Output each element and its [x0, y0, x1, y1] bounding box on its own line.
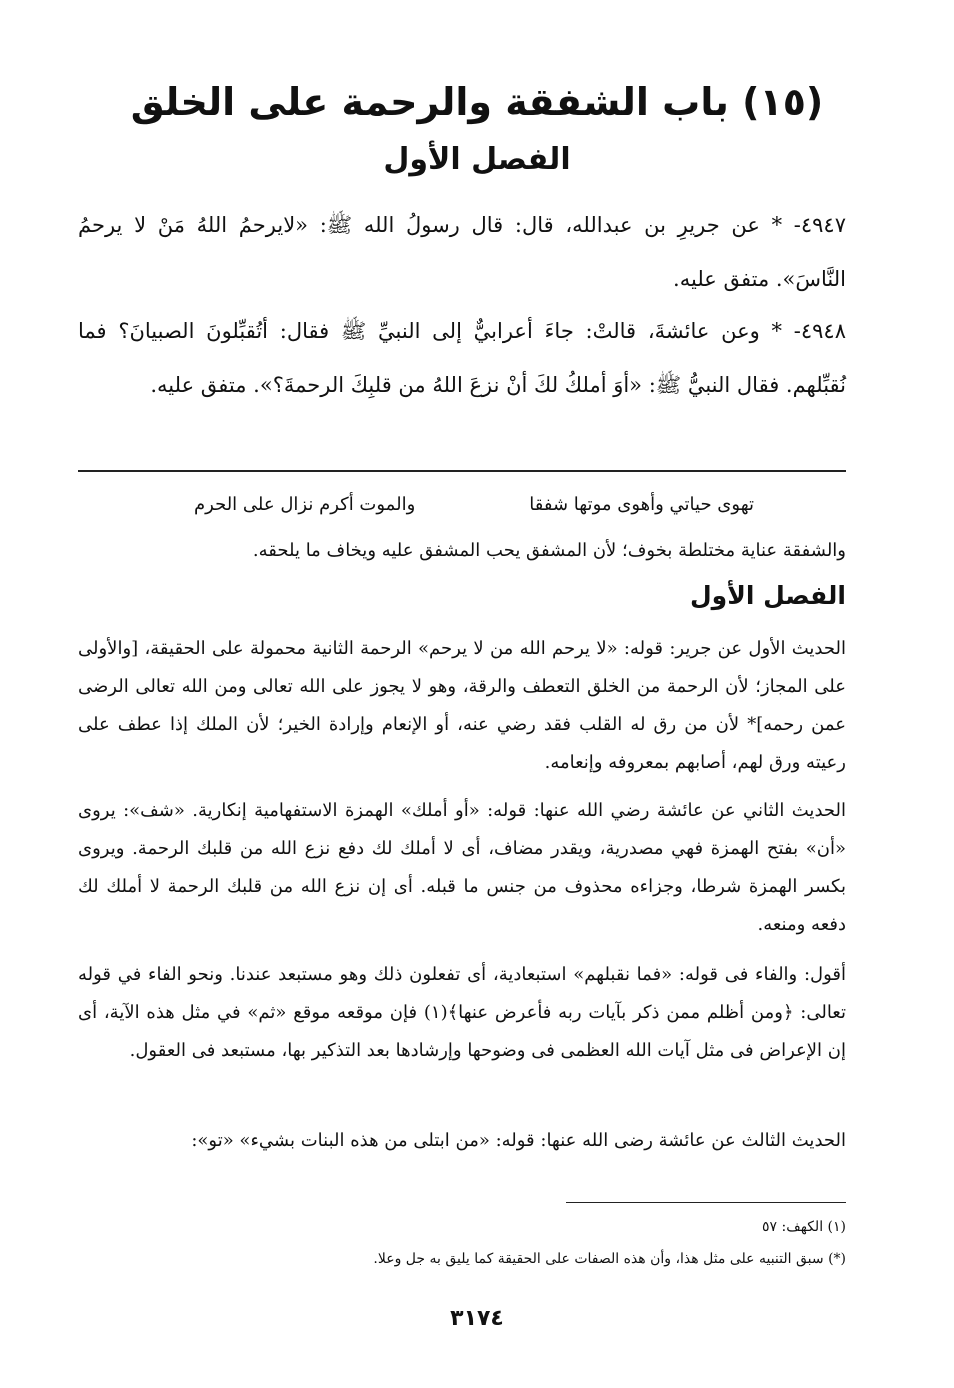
text-commentary-divider: [78, 470, 846, 472]
footnote-2: (*) سبق التنبيه على مثل هذا، وأن هذه الصفات على الحقيقة كما يليق به جل وعلا.: [373, 1251, 846, 1267]
footnote-1: (١) الكهف: ٥٧: [762, 1219, 846, 1235]
hadith-4948: ٤٩٤٨- * وعن عائشةَ، قالتْ: جاءَ أعرابيٌّ إلى النبيِّ ﷺ فقال: أتُقبِّلونَ الصبيانَ؟ فما نُقبِّلهم. فقال النبيُّ ﷺ: «أوَ أملكُ لكَ أنْ نزعَ اللهُ من قلبِكَ الرحمةَ؟». متفق عليه.: [78, 319, 846, 397]
verse-first-hemistich: تهوى حياتي وأهوى موتها شفقا: [529, 494, 754, 515]
commentary-paragraph-3: أقول: والفاء فى قوله: «فما نقبلهم» استبعادية، أى تفعلون ذلك وهو مستبعد عندنا. ونحو الفاء في قوله تعالى: ﴿ومن أظلم ممن ذكر بآيات ربه فأعرض عنها﴾(١) فإن موقعه موقع «ثم» في مثل هذه الآية، أى إن الإعراض فى مثل آيات الله العظمى فى وضوحها وإرشادها بعد التذكير بها، مستبعد فى العقول.: [78, 964, 847, 1061]
chapter-title: (١٥) باب الشفقة والرحمة على الخلق: [130, 80, 824, 124]
commentary-paragraph-2: الحديث الثاني عن عائشة رضي الله عنها: قوله: «أو أملك» الهمزة الاستفهامية إنكارية. «شف»: يروى «أن» بفتح الهمزة فهي مصدرية، ويقدر مضاف، أى لا أملك لك دفع نزع الله من قلبك الرحمة. ويروى بكسر الهمزة شرطا، وجزاءه محذوف من جنس ما قبله. أى إن نزع الله من قلبك الرحمة لا أملك لك دفعه ومنعه.: [78, 800, 846, 935]
page-number: ٣١٧٤: [450, 1306, 504, 1331]
poetry-verse: [194, 488, 754, 522]
section-title: الفصل الأول: [383, 142, 571, 177]
hadith-4947: ٤٩٤٧- * عن جريرِ بن عبدالله، قال: قال رسولُ الله ﷺ: «لايرحمُ اللهُ مَنْ لا يرحمُ النَّاسَ». متفق عليه.: [78, 213, 846, 291]
verse-second-hemistich: والموت أكرم نزال على الحرم: [194, 494, 416, 515]
footnote-divider: [566, 1202, 846, 1203]
commentary-definition: والشفقة عناية مختلطة بخوف؛ لأن المشفق يحب المشفق عليه ويخاف ما يلحقه.: [252, 540, 846, 561]
commentary-section-heading: الفصل الأول: [689, 581, 846, 610]
commentary-paragraph-1: الحديث الأول عن جرير: قوله: «لا يرحم الله من لا يرحم» الرحمة الثانية محمولة على الحقيقة، [والأولى على المجاز؛ لأن الرحمة من الخلق التعطف والرقة، وهو لا يجوز على الله تعالى ومن الله تعالى الرضى عمن رحمه]* لأن من رق له القلب فقد رضي عنه، أو الإنعام وإرادة الخير؛ لأن الملك إذا عطف على رعيته ورق لهم، أصابهم بمعروفه وإنعامه.: [78, 638, 846, 773]
commentary-paragraph-4: الحديث الثالث عن عائشة رضى الله عنها: قوله: «من ابتلى من هذه البنات بشيء» «تو»:: [191, 1130, 846, 1151]
